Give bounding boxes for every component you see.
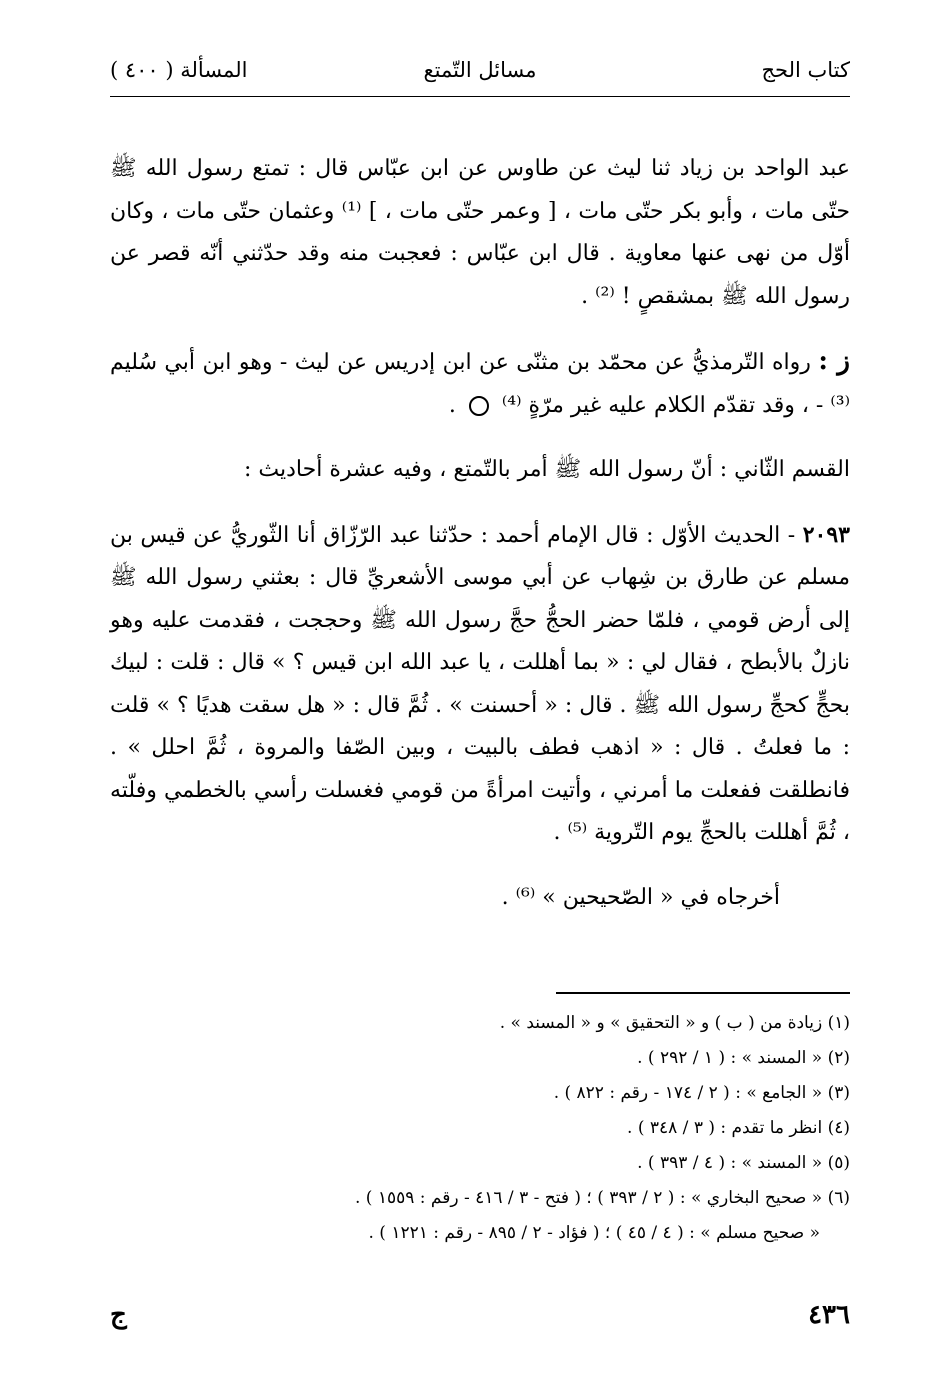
footnote-3: (٣) « الجامع » : ( ٢ / ١٧٤ - رقم : ٨٢٢ ) . <box>553 1083 850 1103</box>
header-issue-number: المسألة ( ٤٠٠ ) <box>110 58 248 82</box>
footnote-4: (٤) انظر ما تقدم : ( ٣ / ٣٤٨ ) . <box>627 1118 850 1138</box>
footnotes <box>110 1006 850 1251</box>
paragraph-conclusion: أخرجاه في « الصّحيحين » ⁽⁶⁾ . <box>501 884 780 910</box>
header-divider <box>110 96 850 97</box>
footnote-5: (٥) « المسند » : ( ٤ / ٣٩٣ ) . <box>637 1153 850 1173</box>
paragraph-takhrij: ز : رواه التّرمذيُّ عن محمّد بن مثنّى عن ابن إدريس عن ليث - وهو ابن أبي سُليم ⁽³⁾ - ، وقد تقدّم الكلام عليه غير مرّةٍ ⁽⁴⁾ . <box>110 346 850 418</box>
footnote-divider <box>556 992 850 994</box>
footnote-6-continued: « صحيح مسلم » : ( ٤ / ٤٥ ) ؛ ( فؤاد - ٢ / ٨٩٥ - رقم : ١٢٢١ ) . <box>368 1223 820 1243</box>
running-header <box>110 50 850 90</box>
page-footer <box>110 1295 850 1335</box>
hadith-number: ٢٠٩٣ <box>802 521 850 548</box>
paragraph-isnad: عبد الواحد بن زياد ثنا ليث عن طاوس عن ابن عبّاس قال : تمتع رسول الله ﷺ حتّى مات ، وأبو بكر حتّى مات ، [ وعمر حتّى مات ، ] ⁽¹⁾ وعثمان حتّى مات ، وكان أوّل من نهى عنها معاوية . قال ابن عبّاس : فعجبت منه وقد حدّثني أنّه قصر عن رسول الله ﷺ بمشقصٍ ! ⁽²⁾ . <box>110 156 850 309</box>
page-number: ٤٣٦ <box>808 1300 850 1330</box>
footnote-6: (٦) « صحيح البخاري » : ( ٢ / ٣٩٣ ) ؛ ( فتح - ٣ / ٤١٦ - رقم : ١٥٥٩ ) . <box>354 1188 850 1208</box>
paragraph-hadith-text: - الحديث الأوّل : قال الإمام أحمد : حدّثنا عبد الرّزّاق أنا الثّوريُّ عن قيس بن مسلم عن طارق بن شِهاب عن أبي موسى الأشعريِّ قال : بعثني رسول الله ﷺ إلى أرض قومي ، فلمّا حضر الحجُّ حجَّ رسول الله ﷺ وحججت ، فقدمت عليه وهو نازلٌ بالأبطح ، فقال لي : « بما أهللت ، يا عبد الله ابن قيس ؟ » قال : قلت : لبيك بحجٍّ كحجِّ رسول الله ﷺ . قال : « أحسنت » . ثُمَّ قال : « هل سقت هديًا ؟ » قلت : ما فعلتُ . قال : « اذهب فطف بالبيت ، وبين الصّفا والمروة ، ثُمَّ احلل » . فانطلقت ففعلت ما أمرني ، وأتيت امرأةً من قومي فغسلت رأسي بالخطمي وفلّته ، ثُمَّ أهللت بالحجِّ يوم التّروية ⁽⁵⁾ . <box>110 522 850 845</box>
section-heading: القسم الثّاني : أنّ رسول الله ﷺ أمر بالتّمتع ، وفيه عشرة أحاديث : <box>243 457 850 482</box>
footnote-1: (١) زيادة من ( ب ) و « التحقيق » و « المسند » . <box>499 1013 850 1033</box>
end-circle-icon <box>469 396 489 416</box>
signature-mark: ج <box>110 1300 127 1330</box>
footnote-2: (٢) « المسند » : ( ١ / ٢٩٢ ) . <box>637 1048 850 1068</box>
paragraph-hadith <box>110 514 850 855</box>
main-text <box>110 148 850 919</box>
zawaid-marker: ز : <box>818 346 850 376</box>
header-book-title: كتاب الحج <box>761 58 850 82</box>
paragraph-takhrij-text: رواه التّرمذيُّ عن محمّد بن مثنّى عن ابن إدريس عن ليث - وهو ابن أبي سُليم ⁽³⁾ - ، وقد تقدّم الكلام عليه غير مرّةٍ ⁽⁴⁾ <box>110 350 850 418</box>
header-chapter-title: مسائل التّمتع <box>423 58 537 82</box>
